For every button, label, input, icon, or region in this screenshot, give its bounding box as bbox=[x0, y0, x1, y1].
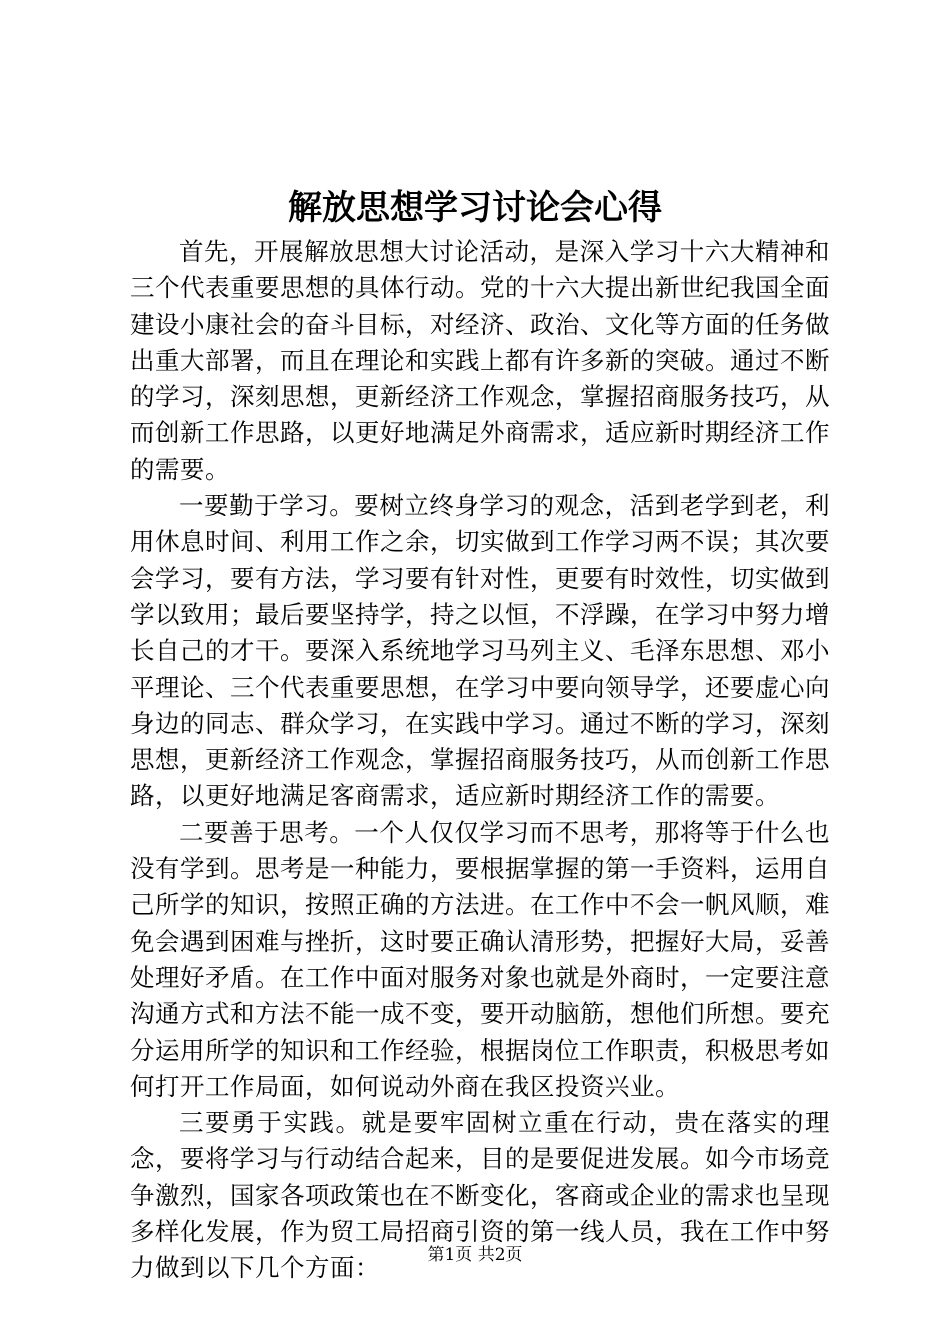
document-body bbox=[130, 234, 830, 1287]
paragraph-study: 一要勤于学习。要树立终身学习的观念，活到老学到老，利用休息时间、利用工作之余，切实做到工作学习两不误；其次要会学习，要有方法，学习要有针对性，更要有时效性，切实做到学以致用；最后要坚持学，持之以恒，不浮躁，在学习中努力增长自己的才干。要深入系统地学习马列主义、毛泽东思想、邓小平理论、三个代表重要思想，在学习中要向领导学，还要虚心向身边的同志、群众学习，在实践中学习。通过不断的学习，深刻思想，更新经济工作观念，掌握招商服务技巧，从而创新工作思路，以更好地满足客商需求，适应新时期经济工作的需要。 bbox=[130, 491, 830, 811]
paragraph-think: 二要善于思考。一个人仅仅学习而不思考，那将等于什么也没有学到。思考是一种能力，要根据掌握的第一手资料，运用自己所学的知识，按照正确的方法进。在工作中不会一帆风顺，难免会遇到困难与挫折，这时要正确认清形势，把握好大局，妥善处理好矛盾。在工作中面对服务对象也就是外商时，一定要注意沟通方式和方法不能一成不变，要开动脑筋，想他们所想。要充分运用所学的知识和工作经验，根据岗位工作职责，积极思考如何打开工作局面，如何说动外商在我区投资兴业。 bbox=[130, 817, 830, 1101]
page-footer: 第1页 共2页 bbox=[427, 1245, 523, 1265]
document-title: 解放思想学习讨论会心得 bbox=[288, 188, 662, 228]
paragraph-practice: 三要勇于实践。就是要牢固树立重在行动，贵在落实的理念，要将学习与行动结合起来，目的是要促进发展。如今市场竞争激烈，国家各项政策也在不断变化，客商或企业的需求也呈现多样化发展，作为贸工局招商引资的第一线人员，我在工作中努力做到以下几个方面： bbox=[130, 1108, 830, 1283]
paragraph-intro: 首先，开展解放思想大讨论活动，是深入学习十六大精神和三个代表重要思想的具体行动。党的十六大提出新世纪我国全面建设小康社会的奋斗目标，对经济、政治、文化等方面的任务做出重大部署，而且在理论和实践上都有许多新的突破。通过不断的学习，深刻思想，更新经济工作观念，掌握招商服务技巧，从而创新工作思路，以更好地满足外商需求，适应新时期经济工作的需要。 bbox=[130, 237, 830, 484]
